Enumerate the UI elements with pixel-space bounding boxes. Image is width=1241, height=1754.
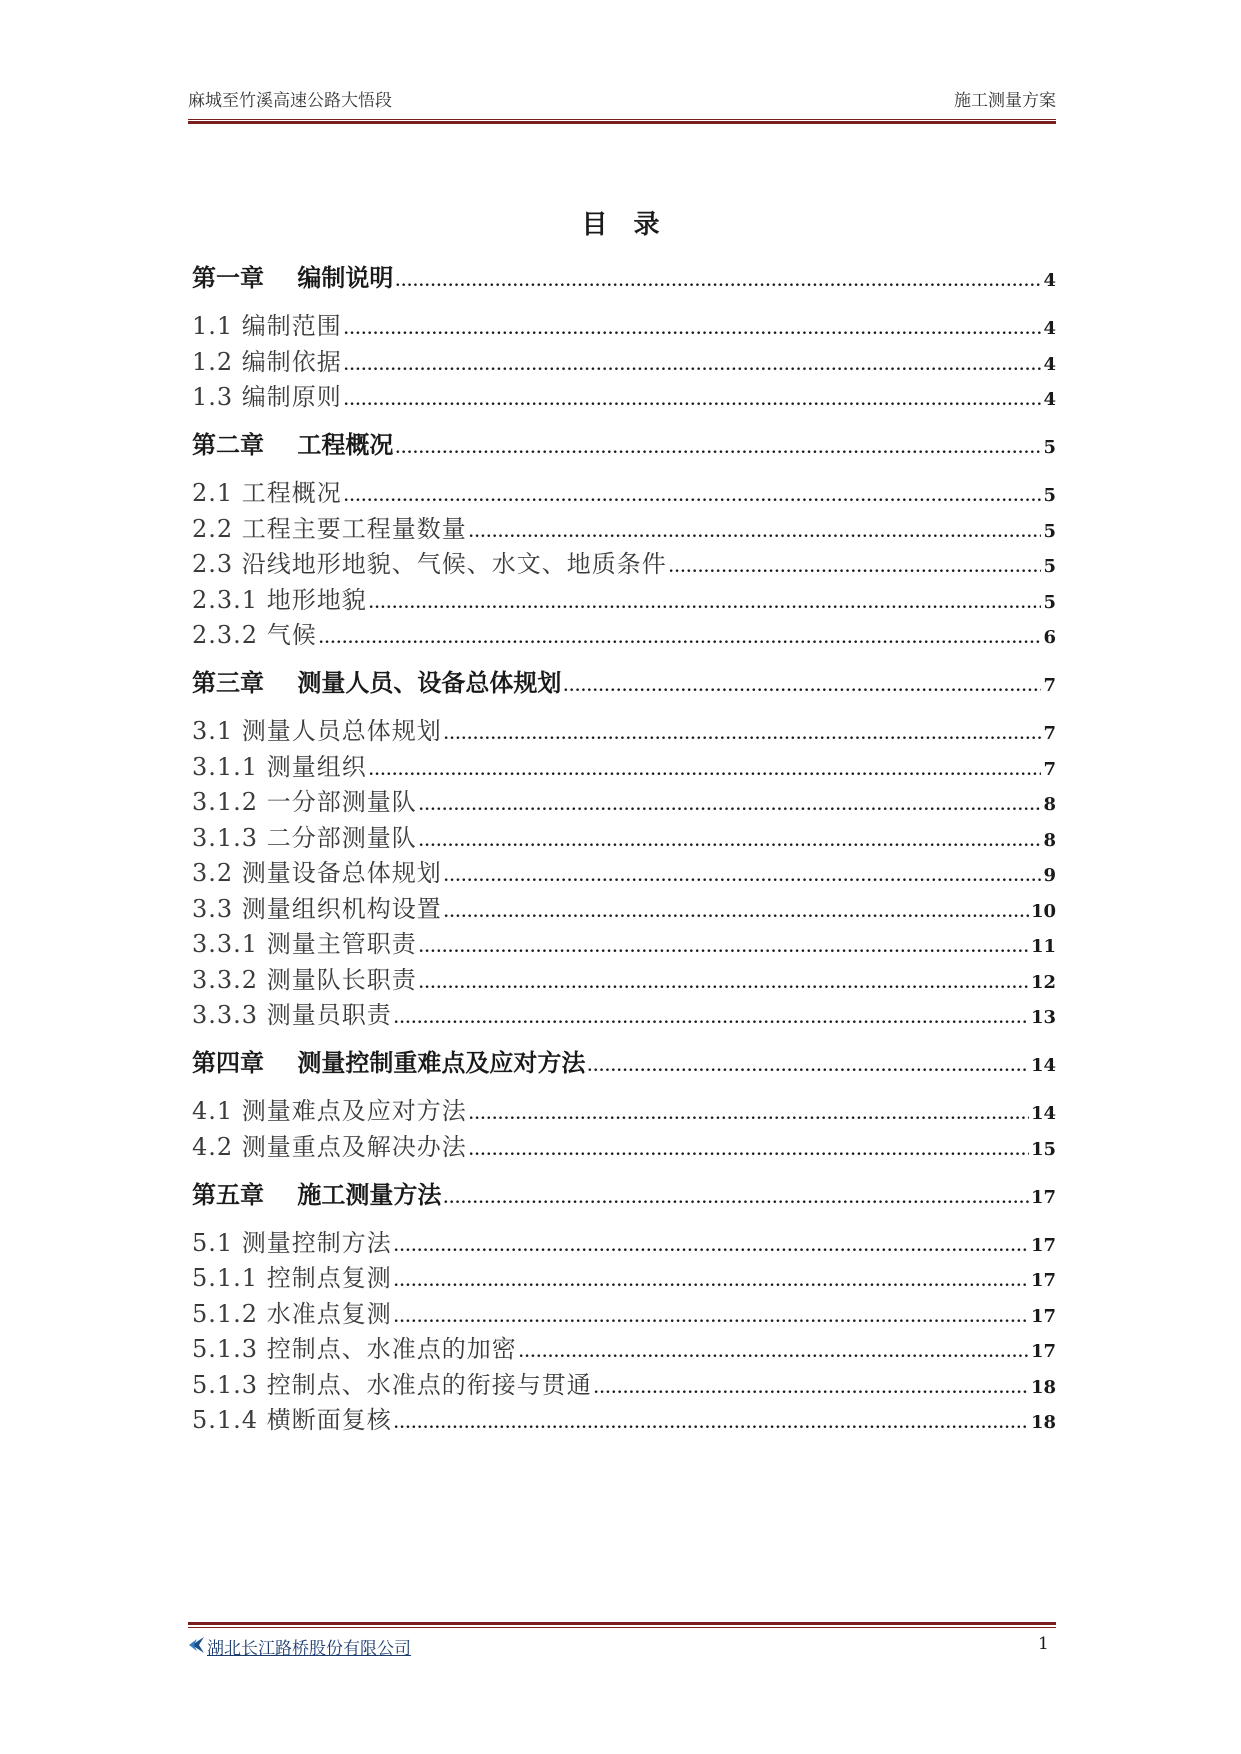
toc-entry-page: 8 [1043, 829, 1056, 851]
toc-dot-leader [419, 798, 1042, 814]
toc-entry-label: 3.1 测量人员总体规划 [192, 717, 442, 745]
toc-section-entry[interactable] [192, 342, 1056, 377]
toc-dot-leader [594, 1381, 1029, 1397]
toc-entry-page: 12 [1030, 971, 1056, 993]
toc-section-entry[interactable] [192, 544, 1056, 579]
toc-dot-leader [444, 905, 1029, 921]
toc-dot-leader [469, 1143, 1029, 1159]
toc-dot-leader [469, 525, 1042, 541]
toc-dot-leader [395, 274, 1041, 290]
toc-entry-page: 4 [1043, 353, 1056, 375]
company-logo-icon [188, 1636, 206, 1654]
header-project-name: 麻城至竹溪高速公路大悟段 [188, 91, 392, 111]
toc-entry-page: 14 [1030, 1055, 1056, 1076]
toc-entry-label: 1.2 编制依据 [192, 347, 342, 376]
toc-entry-page: 17 [1030, 1234, 1056, 1256]
toc-dot-leader [669, 560, 1042, 576]
toc-dot-leader [344, 358, 1042, 374]
toc-section-entry[interactable] [192, 711, 1056, 746]
toc-section-entry[interactable] [192, 473, 1056, 508]
toc-title: 目录 [581, 210, 686, 240]
toc-entry-page: 6 [1043, 627, 1056, 648]
page-header [188, 86, 1056, 114]
toc-chapter-entry[interactable] [192, 663, 1056, 698]
toc-entry-label: 2.3.1 地形地貌 [192, 585, 367, 614]
toc-entry-page: 14 [1030, 1103, 1056, 1124]
toc-section-entry[interactable] [192, 853, 1056, 888]
toc-entry-label: 3.1.1 测量组织 [192, 752, 367, 781]
toc-chapter-entry[interactable] [192, 1043, 1056, 1078]
toc-entry-label: 2.3.2 气候 [192, 621, 317, 649]
toc-entry-page: 4 [1043, 318, 1056, 339]
toc-entry-label: 2.2 工程主要工程量数量 [192, 514, 467, 543]
toc-section-entry[interactable] [192, 995, 1056, 1030]
toc-entry-page: 5 [1043, 591, 1056, 613]
toc-dot-leader [395, 441, 1041, 457]
toc-entry-page: 5 [1043, 485, 1056, 506]
toc-entry-label: 第二章 工程概况 [192, 430, 394, 459]
toc-entry-label: 5.1 测量控制方法 [192, 1228, 392, 1257]
toc-entry-label: 3.3.2 测量队长职责 [192, 965, 417, 994]
toc-dot-leader [394, 1011, 1029, 1027]
toc-section-entry[interactable] [192, 1294, 1056, 1329]
footer-company-link[interactable]: 湖北长江路桥股份有限公司 [207, 1639, 411, 1659]
page-number: 1 [1038, 1634, 1049, 1654]
toc-dot-leader [394, 1239, 1029, 1255]
toc-entry-label: 第三章 测量人员、设备总体规划 [192, 668, 562, 697]
toc-entry-label: 3.3 测量组织机构设置 [192, 894, 442, 923]
toc-dot-leader [469, 1107, 1029, 1123]
toc-entry-page: 15 [1030, 1138, 1056, 1160]
toc-chapter-entry[interactable] [192, 258, 1056, 293]
toc-dot-leader [563, 679, 1041, 695]
toc-entry-label: 3.2 测量设备总体规划 [192, 859, 442, 887]
toc-section-entry[interactable] [192, 377, 1056, 412]
toc-entry-page: 9 [1043, 865, 1056, 886]
toc-entry-page: 18 [1030, 1412, 1056, 1433]
toc-section-entry[interactable] [192, 747, 1056, 782]
toc-entry-label: 1.3 编制原则 [192, 383, 342, 411]
footer-divider [188, 1622, 1056, 1628]
toc-entry-page: 10 [1030, 900, 1056, 922]
toc-entry-page: 5 [1043, 556, 1056, 577]
toc-entry-label: 5.1.1 控制点复测 [192, 1264, 392, 1292]
toc-dot-leader [369, 763, 1042, 779]
toc-entry-label: 3.3.1 测量主管职责 [192, 930, 417, 958]
toc-section-entry[interactable] [192, 306, 1056, 341]
toc-dot-leader [319, 631, 1042, 647]
toc-section-entry[interactable] [192, 615, 1056, 650]
toc-dot-leader [394, 1310, 1029, 1326]
toc-dot-leader [587, 1059, 1029, 1075]
toc-section-entry[interactable] [192, 889, 1056, 924]
toc-section-entry[interactable] [192, 580, 1056, 615]
toc-entry-page: 5 [1043, 520, 1056, 542]
toc-entry-label: 3.1.3 二分部测量队 [192, 823, 417, 852]
toc-entry-label: 1.1 编制范围 [192, 312, 342, 340]
toc-entry-label: 3.1.2 一分部测量队 [192, 788, 417, 816]
toc-entry-label: 2.3 沿线地形地貌、气候、水文、地质条件 [192, 550, 667, 578]
toc-entry-page: 18 [1030, 1376, 1056, 1398]
toc-dot-leader [419, 940, 1029, 956]
toc-section-entry[interactable] [192, 1091, 1056, 1126]
toc-entry-label: 2.1 工程概况 [192, 479, 342, 507]
header-document-title: 施工测量方案 [954, 91, 1056, 111]
toc-entry-label: 第一章 编制说明 [192, 263, 394, 292]
toc-dot-leader [443, 1191, 1029, 1207]
toc-section-entry[interactable] [192, 960, 1056, 995]
toc-entry-label: 5.1.2 水准点复测 [192, 1299, 392, 1328]
toc-chapter-entry[interactable] [192, 425, 1056, 460]
toc-section-entry[interactable] [192, 924, 1056, 959]
toc-section-entry[interactable] [192, 818, 1056, 853]
toc-chapter-entry[interactable] [192, 1175, 1056, 1210]
toc-section-entry[interactable] [192, 782, 1056, 817]
toc-entry-label: 4.1 测量难点及应对方法 [192, 1097, 467, 1125]
toc-section-entry[interactable] [192, 509, 1056, 544]
toc-entry-page: 7 [1043, 758, 1056, 780]
toc-dot-leader [419, 834, 1042, 850]
toc-dot-leader [444, 869, 1042, 885]
toc-entry-page: 4 [1043, 389, 1056, 410]
toc-dot-leader [394, 1274, 1029, 1290]
toc-section-entry[interactable] [192, 1127, 1056, 1162]
toc-entry-page: 4 [1043, 270, 1056, 291]
toc-entry-page: 7 [1043, 675, 1056, 696]
toc-entry-label: 5.1.3 控制点、水准点的衔接与贯通 [192, 1370, 592, 1399]
toc-entry-page: 17 [1030, 1305, 1056, 1327]
toc-dot-leader [419, 976, 1029, 992]
toc-section-entry[interactable] [192, 1223, 1056, 1258]
toc-entry-page: 5 [1043, 437, 1056, 458]
toc-section-entry[interactable] [192, 1258, 1056, 1293]
header-divider [188, 119, 1056, 124]
toc-entry-page: 7 [1043, 723, 1056, 744]
toc-entry-page: 8 [1043, 794, 1056, 815]
toc-dot-leader [369, 596, 1042, 612]
toc-dot-leader [519, 1345, 1029, 1361]
toc-entry-label: 4.2 测量重点及解决办法 [192, 1132, 467, 1161]
toc-dot-leader [344, 489, 1042, 505]
toc-entry-page: 17 [1030, 1186, 1056, 1208]
toc-entry-page: 13 [1030, 1007, 1056, 1028]
toc-entry-page: 11 [1030, 936, 1056, 957]
toc-dot-leader [344, 322, 1042, 338]
toc-section-entry[interactable] [192, 1365, 1056, 1400]
toc-entry-label: 第五章 施工测量方法 [192, 1179, 442, 1209]
toc-entry-page: 17 [1030, 1270, 1056, 1291]
toc-entry-page: 17 [1030, 1341, 1056, 1362]
toc-section-entry[interactable] [192, 1329, 1056, 1364]
toc-dot-leader [394, 1416, 1029, 1432]
toc-dot-leader [444, 727, 1042, 743]
toc-entry-label: 第四章 测量控制重难点及应对方法 [192, 1048, 586, 1077]
toc-entry-label: 3.3.3 测量员职责 [192, 1001, 392, 1029]
toc-section-entry[interactable] [192, 1400, 1056, 1435]
toc-dot-leader [344, 393, 1042, 409]
toc-entry-label: 5.1.4 横断面复核 [192, 1406, 392, 1434]
toc-entry-label: 5.1.3 控制点、水准点的加密 [192, 1335, 517, 1363]
